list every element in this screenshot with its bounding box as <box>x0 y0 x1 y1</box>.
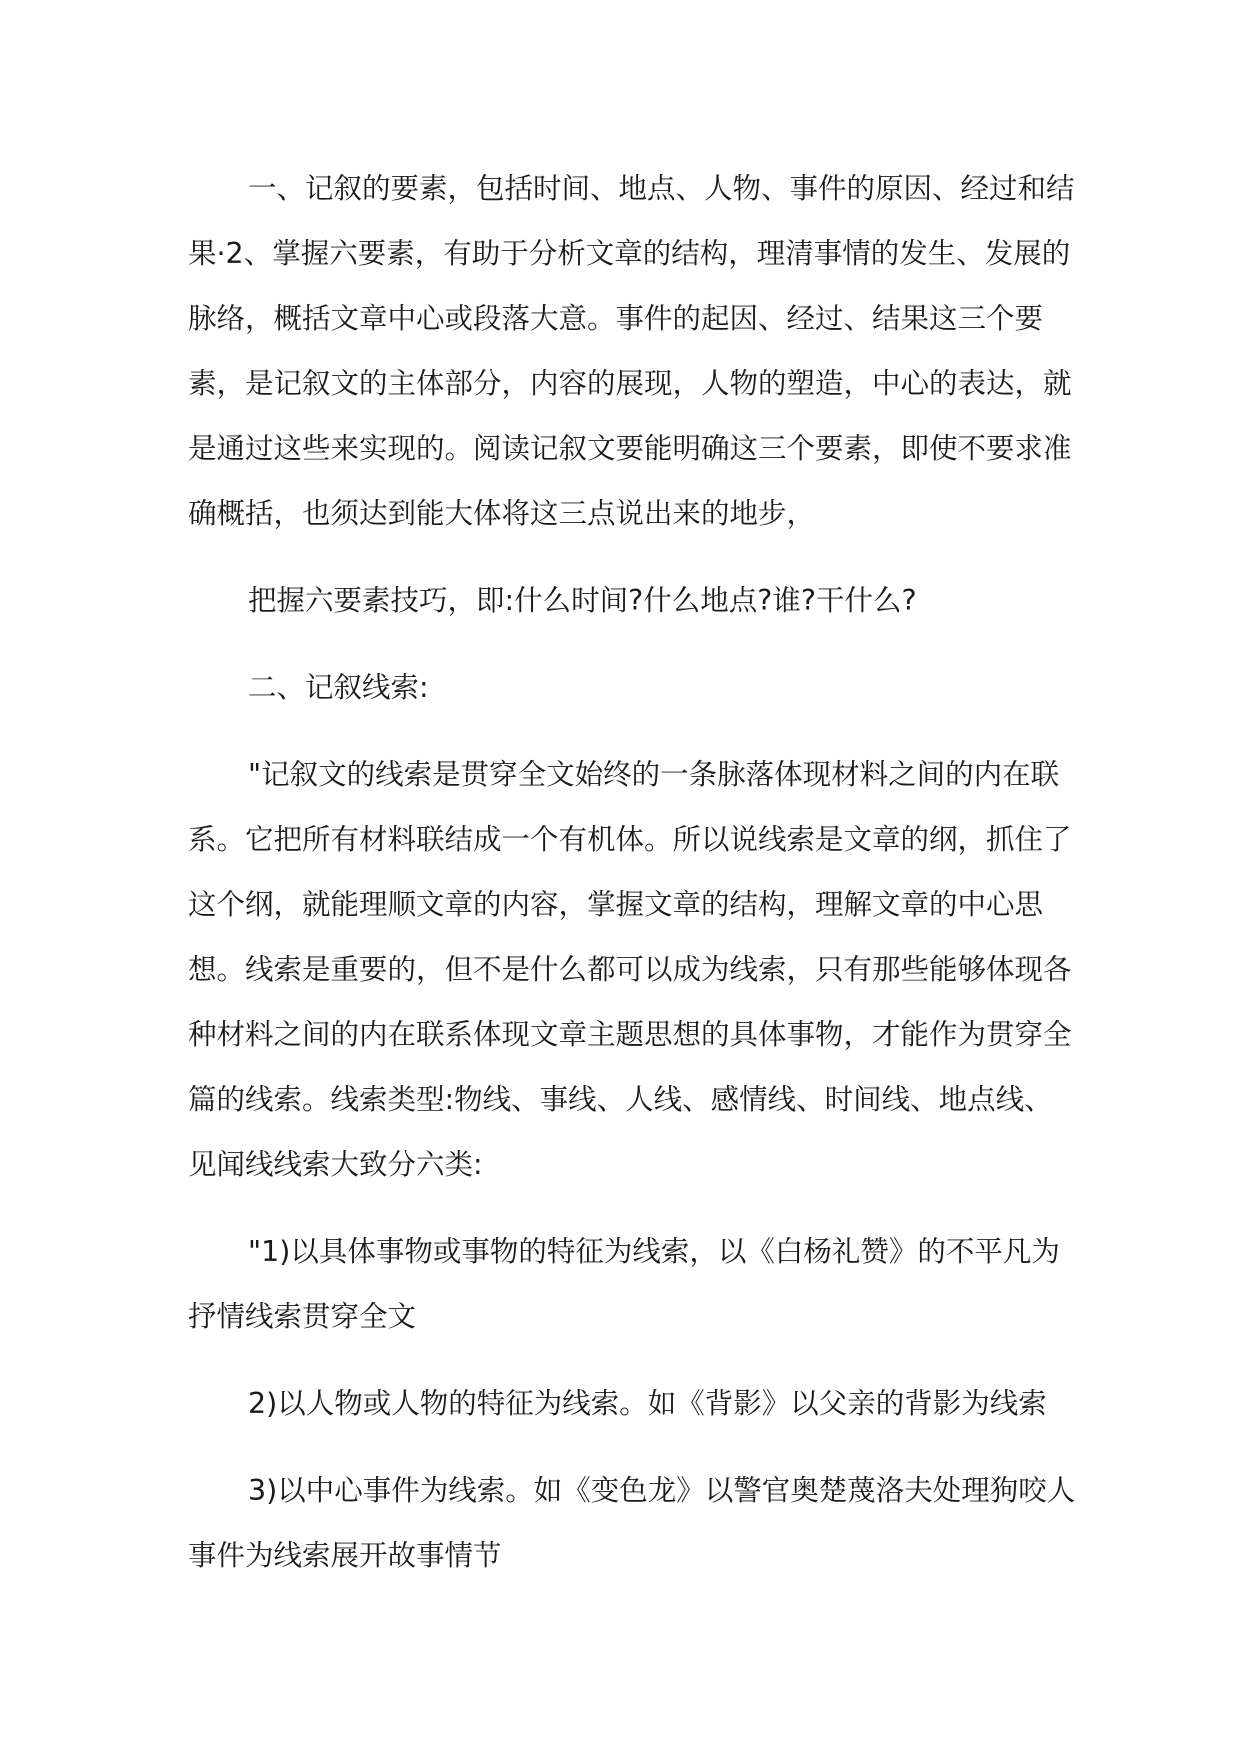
paragraph-six-elements-tip: 把握六要素技巧，即:什么时间?什么地点?谁?干什么? <box>248 584 917 617</box>
paragraph-elements: 一、记叙的要素，包括时间、地点、人物、事件的原因、经过和结果·2、掌握六要素，有助于分析文章的结构，理清事情的发生、发展的脉络，概括文章中心或段落大意。事件的起因、经过、结果这三个要素，是记叙文的主体部分，内容的展现，人物的塑造，中心的表达，就是通过这些来实现的。阅读记叙文要能明确这三个要素，即使不要求准确概括，也须达到能大体将这三点说出来的地步， <box>188 172 1075 530</box>
document-body <box>188 156 1078 1588</box>
paragraph-clues-definition: "记叙文的线索是贯穿全文始终的一条脉落体现材料之间的内在联系。它把所有材料联结成一个有机体。所以说线索是文章的纲，抓住了这个纲，就能理顺文章的内容，掌握文章的结构，理解文章的中心思想。线索是重要的，但不是什么都可以成为线索，只有那些能够体现各种材料之间的内在联系体现文章主题思想的具体事物，才能作为贯穿全篇的线索。线索类型:物线、事线、人线、感情线、时间线、地点线、见闻线线索大致分六类: <box>188 758 1072 1181</box>
list-item-clue-1: "1)以具体事物或事物的特征为线索，以《白杨礼赞》的不平凡为抒情线索贯穿全文 <box>188 1235 1060 1333</box>
section-heading-clues: 二、记叙线索: <box>248 671 429 704</box>
list-item-clue-3: 3)以中心事件为线索。如《变色龙》以警官奥楚蔑洛夫处理狗咬人事件为线索展开故事情节 <box>188 1474 1076 1572</box>
list-item-clue-2: 2)以人物或人物的特征为线索。如《背影》以父亲的背影为线索 <box>248 1387 1047 1420</box>
